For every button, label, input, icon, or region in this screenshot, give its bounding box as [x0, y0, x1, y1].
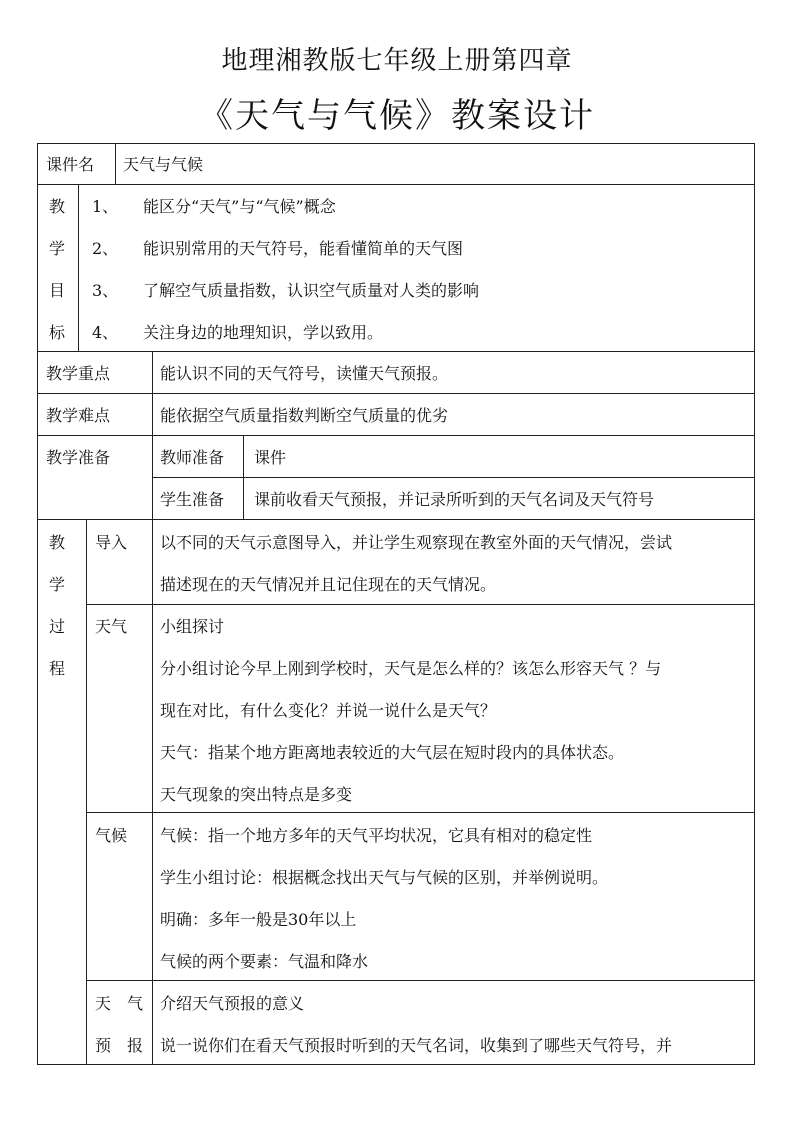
goal-number: 4、 — [92, 323, 119, 342]
process-label-char: 程 — [49, 659, 66, 678]
climate-line: 气候：指一个地方多年的天气平均状况，它具有相对的稳定性 — [160, 826, 593, 845]
teacher-prep-value: 课件 — [254, 448, 287, 467]
key-point-label: 教学重点 — [46, 364, 111, 383]
document-title-line2: 《天气与气候》教案设计 — [199, 96, 595, 136]
document-title-line1: 地理湘教版七年级上册第四章 — [221, 46, 573, 76]
table-border — [86, 812, 755, 813]
goal-text: 能区分“天气”与“气候”概念 — [143, 197, 336, 216]
table-border — [37, 1064, 755, 1065]
table-border — [86, 519, 87, 1065]
goals-label-char: 学 — [49, 239, 66, 258]
forecast-line: 介绍天气预报的意义 — [160, 994, 305, 1013]
table-border — [152, 351, 153, 519]
courseware-value: 天气与气候 — [123, 155, 204, 174]
intro-line: 以不同的天气示意图导入，并让学生观察现在教室外面的天气情况，尝试 — [160, 533, 673, 552]
weather-line: 小组探讨 — [160, 617, 225, 636]
goals-label-char: 目 — [49, 281, 66, 300]
intro-label: 导入 — [95, 533, 128, 552]
preparation-label: 教学准备 — [46, 448, 111, 467]
table-border — [115, 143, 116, 185]
goal-text: 了解空气质量指数，认识空气质量对人类的影响 — [143, 281, 480, 300]
teacher-prep-label: 教师准备 — [160, 448, 225, 467]
table-border — [37, 184, 755, 185]
weather-line: 天气：指某个地方距离地表较近的大气层在短时段内的具体状态。 — [160, 743, 625, 762]
forecast-line: 说一说你们在看天气预报时听到的天气名词，收集到了哪些天气符号，并 — [160, 1036, 673, 1055]
climate-line: 学生小组讨论：根据概念找出天气与气候的区别，并举例说明。 — [160, 868, 609, 887]
goal-number: 3、 — [92, 281, 119, 300]
table-border — [152, 519, 153, 1065]
weather-line: 天气现象的突出特点是多变 — [160, 785, 353, 804]
goals-label-char: 标 — [49, 323, 66, 342]
forecast-label-bottom: 预 报 — [95, 1036, 144, 1055]
climate-label: 气候 — [95, 826, 128, 845]
table-border — [243, 435, 244, 519]
difficulty-value: 能依据空气质量指数判断空气质量的优劣 — [160, 406, 449, 425]
key-point-value: 能认识不同的天气符号，读懂天气预报。 — [160, 364, 449, 383]
goals-label-char: 教 — [49, 197, 66, 216]
table-border — [754, 143, 755, 1065]
goal-text: 能识别常用的天气符号，能看懂简单的天气图 — [143, 239, 464, 258]
difficulty-label: 教学难点 — [46, 406, 111, 425]
goal-text: 关注身边的地理知识，学以致用。 — [143, 323, 384, 342]
table-border — [37, 519, 755, 520]
table-border — [78, 184, 79, 352]
climate-line: 气候的两个要素：气温和降水 — [160, 952, 369, 971]
table-border — [37, 393, 755, 394]
weather-line: 分小组讨论今早上刚到学校时，天气是怎么样的？该怎么形容天气 ？与 — [160, 659, 662, 678]
table-border — [37, 143, 755, 144]
courseware-label: 课件名 — [46, 155, 95, 174]
process-label-char: 教 — [49, 533, 66, 552]
table-border — [37, 351, 755, 352]
goal-number: 1、 — [92, 197, 119, 216]
weather-line: 现在对比，有什么变化？并说一说什么是天气？ — [160, 701, 497, 720]
intro-line: 描述现在的天气情况并且记住现在的天气情况。 — [160, 575, 497, 594]
goal-number: 2、 — [92, 239, 119, 258]
table-border — [86, 604, 755, 605]
student-prep-value: 课前收看天气预报，并记录所听到的天气名词及天气符号 — [254, 490, 655, 509]
weather-label: 天气 — [95, 617, 128, 636]
table-border — [37, 143, 38, 1065]
process-label-char: 学 — [49, 575, 66, 594]
student-prep-label: 学生准备 — [160, 490, 225, 509]
table-border — [37, 435, 755, 436]
climate-line: 明确：多年一般是30年以上 — [160, 910, 357, 929]
process-label-char: 过 — [49, 617, 66, 636]
forecast-label-top: 天 气 — [95, 994, 144, 1013]
table-border — [86, 980, 755, 981]
